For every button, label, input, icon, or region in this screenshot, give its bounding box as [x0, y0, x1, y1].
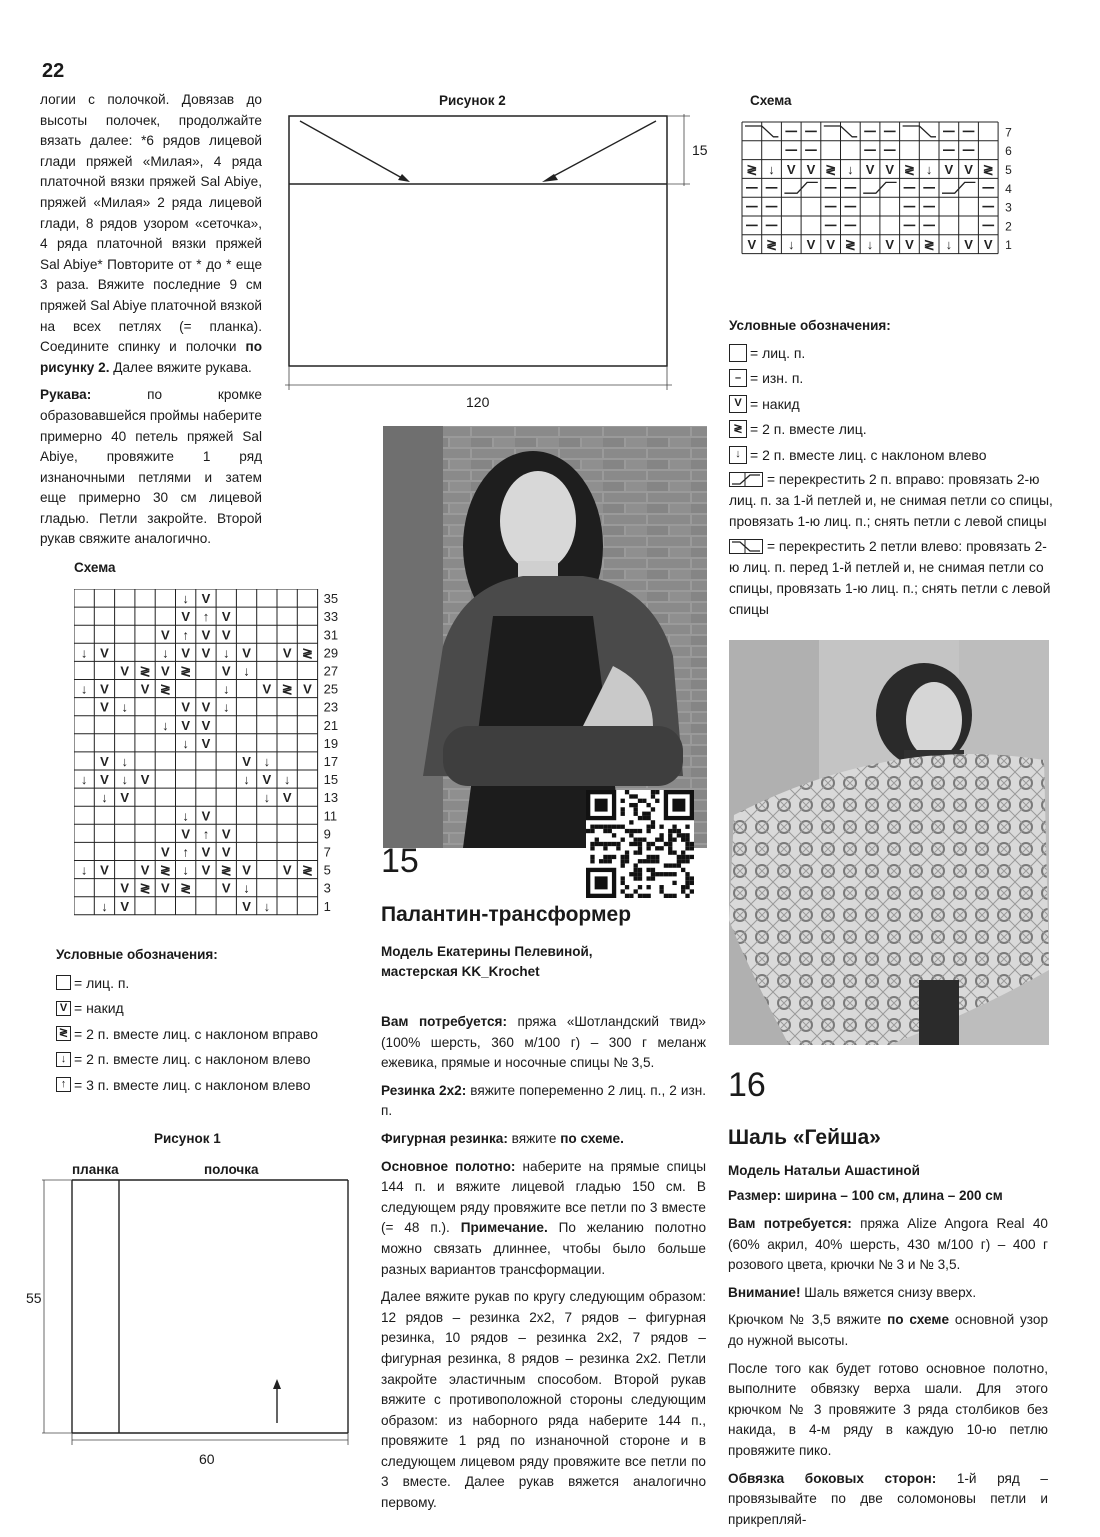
legend2-row-yo: V = накид — [729, 391, 1059, 417]
stitch-symbol: V — [786, 162, 796, 177]
stitch-symbol: V — [120, 880, 130, 896]
stitch-symbol: V — [201, 627, 211, 643]
row-number: 5 — [1005, 163, 1012, 177]
stitch-symbol: V — [100, 681, 109, 697]
stitch-symbol: V — [221, 844, 231, 860]
figure2-title: Рисунок 2 — [439, 93, 506, 108]
stitch-symbol: V — [140, 772, 150, 788]
stitch-symbol: V — [201, 699, 211, 715]
stitch-symbol: ↑ — [202, 826, 210, 842]
stitch-symbol: ≷ — [159, 681, 171, 697]
row-number: 33 — [323, 609, 339, 625]
stitch-symbol: V — [100, 645, 109, 661]
arrow-down-left-icon — [542, 121, 656, 182]
purl-symbol-icon: – — [729, 369, 747, 387]
left-p1: логии с полочкой. Довязав до высоты полочек, продолжайте вязать далее: *6 рядов лицевой глади пряжей «Милая», 4 ряда платочной вязки пряжей Sal Abiye, пряжей «Милая» 2 ряда лицевой глади, 8 рядов узором «сеточка», 4 ряда платочной вязки пряжей Sal Abiye* Повторите от * до * еще 3 раза. Вяжите последние 9 см пряжей Sal Abiye платочной вязкой на всех петлях (= планка). Соедините спинку и полочки — [40, 92, 262, 355]
legend1-title: Условные обозначения: — [56, 947, 218, 962]
stitch-symbol: ↓ — [162, 645, 169, 661]
stitch-symbol: V — [944, 162, 954, 177]
stitch-symbol: V — [161, 663, 170, 679]
stitch-symbol: ↓ — [263, 898, 271, 914]
row-number: 2 — [1005, 219, 1012, 234]
stitch-symbol: V — [747, 237, 757, 253]
knit-symbol-icon — [729, 344, 747, 362]
row-number: 7 — [1005, 125, 1012, 140]
stitch-symbol: ↓ — [80, 862, 88, 878]
stitch-symbol: V — [221, 663, 231, 679]
row-number: 9 — [323, 826, 331, 842]
yarn-over-icon: V — [729, 395, 747, 413]
row-number: 19 — [323, 735, 339, 751]
stitch-symbol: V — [140, 681, 150, 697]
row-number: 29 — [323, 645, 339, 661]
stitch-symbol: ↓ — [243, 880, 250, 896]
stitch-symbol: ≷ — [139, 880, 151, 896]
legend1-row-k3tog: ↑ = 3 п. вместе лиц. с наклоном влево — [56, 1072, 318, 1098]
row-number: 7 — [323, 844, 331, 860]
stitch-symbol: V — [201, 844, 211, 860]
photo-model-shawl — [729, 640, 1049, 1045]
stitch-symbol: V — [262, 772, 272, 788]
stitch-symbol: ↓ — [101, 898, 108, 914]
stitch-symbol: ≷ — [281, 681, 293, 697]
chart1-title: Схема — [74, 560, 116, 575]
article16-model: Модель Натальи Ашастиной — [728, 1163, 920, 1178]
chart1-grid — [74, 589, 344, 917]
stitch-symbol: ≷ — [923, 237, 935, 253]
article15-model: Модель Екатерины Пелевиной, мастерская KK_Krochet — [381, 944, 593, 979]
stitch-symbol: V — [181, 609, 190, 625]
stitch-symbol: V — [181, 645, 190, 661]
stitch-symbol: ≷ — [220, 862, 232, 878]
cross-left-icon — [729, 539, 763, 554]
stitch-symbol: V — [100, 753, 109, 769]
stitch-symbol: ≷ — [844, 237, 856, 253]
stitch-symbol: ≷ — [766, 237, 778, 253]
stitch-symbol: V — [201, 717, 211, 733]
stitch-symbol: ≷ — [982, 162, 994, 177]
chart2-title: Схема — [750, 93, 792, 108]
legend2-cross-right: = перекрестить 2 п. вправо: провязать 2-ю лиц. п. за 1-й петлей и, не снимая петли со спицы, провязать 1-ю лиц. п.; снять петли с левой спицы — [729, 472, 1053, 529]
stitch-symbol: V — [201, 591, 211, 607]
figure2-diagram — [280, 108, 720, 408]
qr-code-icon — [586, 790, 694, 898]
stitch-symbol: V — [161, 844, 170, 860]
stitch-symbol: V — [100, 772, 109, 788]
row-number: 6 — [1005, 144, 1012, 159]
sleeves-label: Рукава: — [40, 387, 92, 403]
stitch-symbol: V — [161, 627, 170, 643]
stitch-symbol: V — [242, 862, 251, 878]
figure1-title: Рисунок 1 — [154, 1131, 221, 1146]
stitch-symbol: ↓ — [788, 237, 795, 253]
legend2-row-purl: – = изн. п. — [729, 366, 1059, 392]
figure2-dim-height: 15 — [692, 142, 708, 158]
cross-right-icon — [729, 472, 763, 487]
stitch-symbol: V — [964, 237, 973, 253]
row-number: 3 — [1005, 200, 1012, 215]
stitch-symbol: ↓ — [223, 681, 230, 697]
stitch-symbol: V — [181, 699, 190, 715]
stitch-symbol: ↓ — [263, 753, 271, 769]
stitch-symbol: V — [100, 862, 109, 878]
legend2-row-knit: = лиц. п. — [729, 340, 1059, 366]
figure1-label-planka: планка — [72, 1162, 119, 1177]
stitch-symbol: ↓ — [80, 645, 88, 661]
stitch-symbol: ↓ — [925, 162, 933, 177]
k2tog-left-icon: ↓ — [729, 446, 747, 464]
stitch-symbol: ↓ — [121, 772, 128, 788]
stitch-symbol: ↓ — [945, 237, 953, 253]
stitch-symbol: ↑ — [182, 844, 189, 860]
article16-size: Размер: ширина – 100 см, длина – 200 см — [728, 1188, 1003, 1203]
stitch-symbol: ↓ — [182, 862, 189, 878]
stitch-symbol: V — [865, 162, 875, 177]
stitch-symbol: V — [262, 681, 272, 697]
stitch-symbol: ≷ — [825, 162, 837, 177]
stitch-symbol: V — [242, 753, 251, 769]
stitch-symbol: V — [303, 681, 312, 697]
figure1-label-polochka: полочка — [204, 1162, 259, 1177]
article16-body: Вам потребуется: пряжа Alize Angora Real 40 (60% акрил, 40% шерсть, 430 м/100 г) – 400 г розового цвета, крючки № 3 и № 3,5. Внимание! Шаль вяжется снизу вверх. Крючком № 3,5 вяжите по схеме основной узор до нужной высоты. После того как будет готово основное полотно, выполните обвязку верха шали. Для этого крючком № 3 провяжите 3 ряда столбиков без накида, в 4-м ряду в каждую 10-ю петлю провяжите пико. Обвязка боковых сторон: 1-й ряд – провязывайте по две соломоновы петли и прикрепляй- — [728, 1216, 1048, 1527]
article15-body: Вам потребуется: пряжа «Шотландский твид» (100% шерсть, 360 м/100 г) – 300 г меланж ежевика, прямые и носочные спицы № 3,5. Резинка 2х2: вяжите попеременно 2 лиц. п., 2 изн. п. Фигурная резинка: вяжите по схеме. Основное полотно: наберите на прямые спицы 144 п. и вяжите лицевой гладью 150 см. В следующем ряду провяжите все петли по 3 вместе (= 48 п.). Примечание. По желанию полотно можно связать длиннее, чтобы было больше разных вариантов трансформации. Далее вяжите рукав по кругу следующим образом: 12 рядов – резинка 2х2, 7 рядов – фигурная резинка, 10 рядов – резинка 2х2, 7 рядов – фигурная резинка, 8 рядов – резинка 2х2. Петли закройте эластичным способом. Второй рукав вяжите с противоположной стороны следующим образом: из наборного ряда наберите 144 п., провяжите 1 ряд по изнаночной стороне и в следующем лицевом ряду провяжите все петли по 3 вместе. Далее рукав вяжется аналогично первому. — [381, 1014, 706, 1511]
stitch-symbol: V — [120, 790, 130, 806]
stitch-symbol: ↓ — [80, 681, 88, 697]
row-number: 35 — [323, 591, 339, 607]
article15-number: 15 — [381, 842, 419, 880]
stitch-symbol: ↓ — [866, 237, 874, 253]
stitch-symbol: V — [120, 898, 130, 914]
stitch-symbol: V — [885, 237, 895, 253]
stitch-symbol: V — [242, 645, 251, 661]
figure2-dim-width: 120 — [466, 394, 490, 410]
stitch-symbol: ≷ — [746, 162, 758, 177]
stitch-symbol: ≷ — [301, 862, 313, 878]
legend1 — [56, 970, 318, 1098]
legend2-cross-left: = перекрестить 2 петли влево: провязать 2-ю лиц. п. перед 1-й петлей и, не снимая петли со спицы, провязать 1-ю лиц. п.; снять петли с левой спицы — [729, 539, 1051, 617]
stitch-symbol: V — [120, 663, 130, 679]
stitch-symbol: V — [100, 699, 109, 715]
row-number: 31 — [323, 627, 339, 643]
row-number: 5 — [323, 862, 331, 878]
stitch-symbol: V — [983, 237, 993, 253]
stitch-symbol: ↓ — [182, 735, 189, 751]
stitch-symbol: V — [221, 627, 231, 643]
stitch-symbol: V — [282, 862, 292, 878]
k2tog-icon: ≷ — [729, 420, 747, 438]
stitch-symbol: V — [806, 162, 816, 177]
k3tog-icon: ↑ — [56, 1077, 71, 1092]
stitch-symbol: V — [221, 609, 231, 625]
row-number: 15 — [323, 772, 339, 788]
sleeves-text: по кромке образовавшейся проймы наберите примерно 40 петель пряжей Sal Abiye, провяжите 1 ряд изнаночными петлями и затем еще примерно 30 см лицевой гладью. Петли закройте. Второй рукав свяжите аналогично. — [40, 387, 262, 547]
stitch-symbol: V — [885, 162, 895, 177]
stitch-symbol: ↓ — [121, 699, 128, 715]
page-number: 22 — [42, 60, 65, 82]
stitch-symbol: ↓ — [847, 162, 854, 177]
stitch-symbol: V — [201, 808, 211, 824]
stitch-symbol: V — [905, 237, 914, 253]
stitch-symbol: ↓ — [223, 645, 230, 661]
stitch-symbol: V — [221, 880, 231, 896]
row-number: 27 — [323, 663, 339, 679]
knit-symbol-icon — [56, 975, 71, 990]
figure1-dim-height: 55 — [26, 1290, 42, 1306]
stitch-symbol: ≷ — [139, 663, 151, 679]
article16-number: 16 — [728, 1066, 766, 1104]
article16-title: Шаль «Гейша» — [728, 1126, 881, 1149]
legend2-row-k2tog: ≷ = 2 п. вместе лиц. — [729, 417, 1059, 443]
row-number: 1 — [1005, 238, 1012, 253]
stitch-symbol: V — [201, 735, 211, 751]
arrow-down-right-icon — [300, 121, 410, 182]
stitch-symbol: ≷ — [180, 880, 192, 896]
stitch-symbol: V — [282, 790, 292, 806]
stitch-symbol: V — [826, 237, 835, 253]
stitch-symbol: V — [806, 237, 816, 253]
stitch-symbol: ↓ — [243, 663, 250, 679]
row-number: 11 — [323, 808, 338, 824]
stitch-symbol: V — [282, 645, 292, 661]
photo-model-shrug — [383, 426, 707, 848]
legend1-row-yo: V = накид — [56, 996, 318, 1022]
stitch-symbol: ↓ — [283, 772, 291, 788]
stitch-symbol: ≷ — [159, 862, 171, 878]
left-p1-end: Далее вяжите рукава. — [109, 359, 252, 375]
stitch-symbol: ↑ — [182, 627, 189, 643]
stitch-symbol: ≷ — [301, 645, 313, 661]
article15-title: Палантин-трансформер — [381, 903, 632, 926]
row-number: 3 — [323, 880, 331, 896]
yarn-over-icon: V — [56, 1001, 71, 1016]
legend2-row-k2tog-left: ↓ = 2 п. вместе лиц. с наклоном влево — [729, 442, 1059, 468]
stitch-symbol: ↓ — [162, 717, 169, 733]
stitch-symbol: ↓ — [182, 808, 189, 824]
arrow-up-icon — [273, 1379, 281, 1423]
stitch-symbol: ↓ — [768, 162, 775, 177]
stitch-symbol: V — [181, 717, 190, 733]
row-number: 13 — [323, 790, 339, 806]
stitch-symbol: V — [964, 162, 973, 177]
legend2 — [729, 340, 1059, 468]
stitch-symbol: V — [161, 880, 170, 896]
stitch-symbol: ↓ — [182, 591, 189, 607]
row-number: 23 — [323, 699, 339, 715]
stitch-symbol: ≷ — [180, 663, 192, 679]
stitch-symbol: V — [201, 645, 211, 661]
stitch-symbol: V — [242, 898, 251, 914]
left-p1-bold: по рисунку 2. — [40, 339, 262, 375]
row-number: 25 — [323, 681, 339, 697]
legend2-title: Условные обозначения: — [729, 318, 891, 333]
stitch-symbol: ≷ — [903, 162, 915, 177]
stitch-symbol: ↓ — [263, 790, 271, 806]
stitch-symbol: ↓ — [243, 772, 250, 788]
row-number: 4 — [1005, 181, 1012, 196]
figure1-dim-width: 60 — [199, 1451, 215, 1467]
figure1-diagram — [20, 1175, 360, 1445]
stitch-symbol: V — [140, 862, 150, 878]
stitch-symbol: V — [221, 826, 231, 842]
legend1-row-k2tog-right: ≷ = 2 п. вместе лиц. с наклоном вправо — [56, 1021, 318, 1047]
legend1-row-k2tog-left: ↓ = 2 п. вместе лиц. с наклоном влево — [56, 1047, 318, 1073]
left-column-text — [40, 90, 262, 557]
stitch-symbol: V — [201, 862, 211, 878]
stitch-symbol: ↓ — [80, 772, 88, 788]
row-number: 17 — [323, 753, 339, 769]
legend1-row-knit: = лиц. п. — [56, 970, 318, 996]
stitch-symbol: V — [181, 826, 190, 842]
stitch-symbol: ↓ — [101, 790, 108, 806]
stitch-symbol: ↓ — [223, 699, 230, 715]
row-number: 1 — [323, 898, 331, 914]
k2tog-right-icon: ≷ — [56, 1026, 71, 1041]
stitch-symbol: ↑ — [202, 609, 210, 625]
chart2-grid — [740, 120, 1030, 288]
stitch-symbol: ↓ — [121, 753, 128, 769]
k2tog-left-icon: ↓ — [56, 1052, 71, 1067]
row-number: 21 — [323, 717, 339, 733]
